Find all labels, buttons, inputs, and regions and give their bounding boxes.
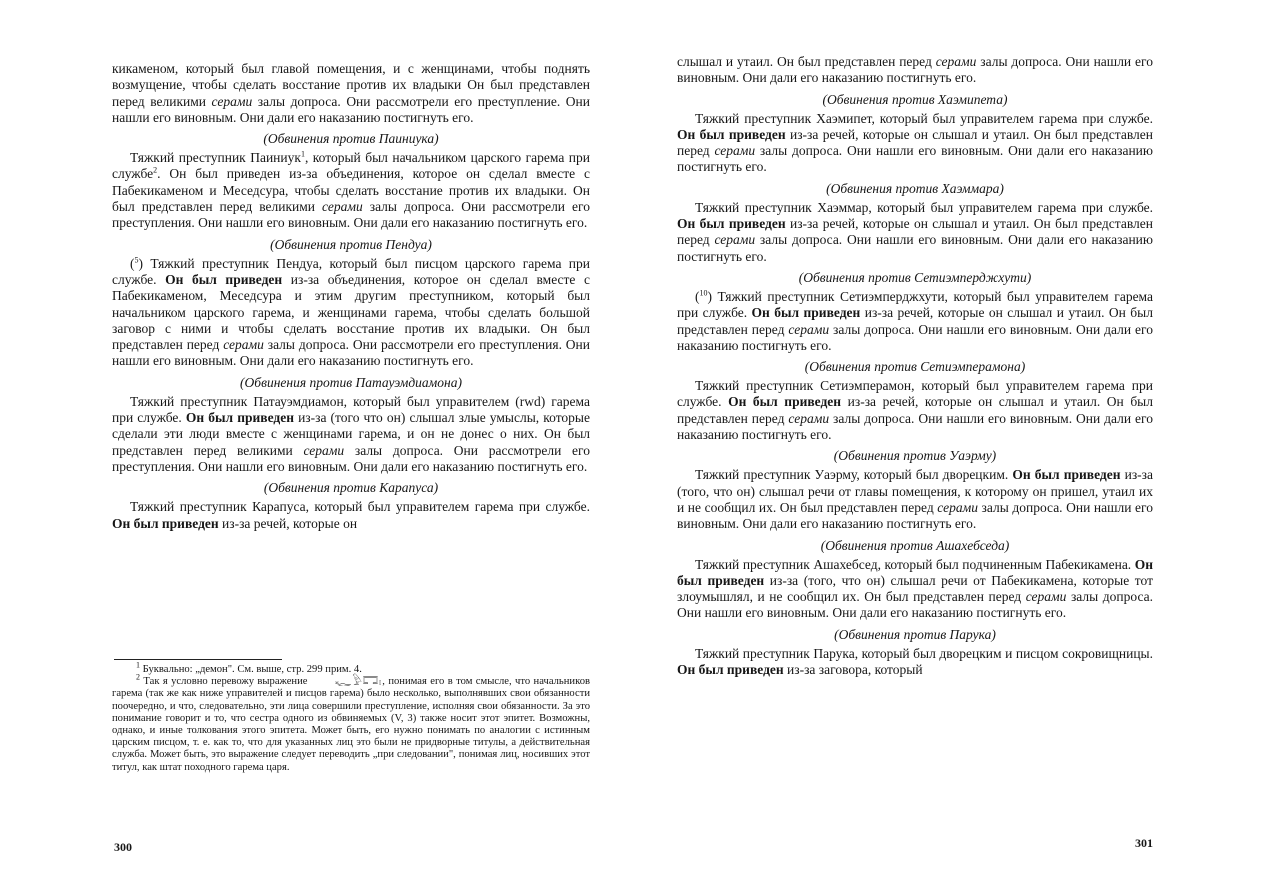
italic-term: серами <box>303 442 345 458</box>
bold-phrase: Он был приведен <box>1012 467 1121 483</box>
text-run: залы допроса. Они нашли его виновным. Они дали его наказанию постигнуть его. <box>677 143 1153 175</box>
italic-term: серами <box>211 93 253 109</box>
italic-term: серами <box>714 232 756 248</box>
note-reference: 2 <box>153 165 158 175</box>
text-run: залы допроса. Они нашли его виновным. Они дали его наказанию постигнуть его. <box>677 321 1153 353</box>
text-run: ( <box>695 288 700 304</box>
text-run: кикаменом, который был главой помещения, и с женщинами, чтобы поднять возмущение, чтобы сделать восстание против их владыки Он был представлен перед великими <box>112 61 590 109</box>
footnote-2-text: , понимая его в том смысле, что начальников гарема (так же как ниже управителей и писцов гарема) было несколько, выполнявших свои обязанности поочередно, и что, следовательно, эти лица совершили преступление, исполняя свои обязанности. За это понимание говорит и то, что сестра одного из обвиняемых (V, 3) также носит этот эпитет. Возможны, однако, и иные толкования этого эпитета. Может быть, его нужно понимать по аналогии с истинным царским писцом, т. е. как то, что для указанных лиц это были не придворные титулы, а действительная служба. Может быть, это выражение следует переводить „при следовании", понимая лиц, носивших этот титул, как штат походного гарема царя. <box>112 676 590 773</box>
body-paragraph <box>677 378 1153 443</box>
footnote-1-text: Буквально: „демон". См. выше, стр. 299 прим. 4. <box>142 664 362 675</box>
footnote-2-lead: Так я условно перевожу выражение <box>143 676 308 688</box>
body-paragraph <box>677 646 1153 679</box>
text-run: Тяжкий преступник Уаэрму, который был дворецким. <box>695 467 1013 483</box>
text-run: залы допроса. Они нашли его виновным. Они дали его наказанию постигнуть его. <box>677 410 1153 443</box>
bold-phrase: Он был приведен <box>112 515 219 531</box>
text-run: из-за речей, которые он <box>218 515 358 531</box>
text-run: Тяжкий преступник Карапуса, который был управителем гарема при службе. <box>130 499 590 515</box>
text-run: из-за (того что он) слышал злые умыслы, которые сделали эти люди вместе с женщинами гарема, и он не донес о них. Он был представлен перед великими <box>112 410 590 458</box>
italic-term: серами <box>937 499 978 515</box>
text-run: залы допроса. Они рассмотрели его преступления. Они нашли его виновным. Они дали его наказанию постигнуть его. <box>112 337 591 369</box>
section-heading: (Обвинения против Патауэмдиамона) <box>240 374 462 390</box>
footnote-1-marker: 1 <box>136 660 140 670</box>
body-paragraph <box>677 111 1153 176</box>
section-heading: (Обвинения против Уаэрму) <box>833 448 997 464</box>
text-run: из-за объединения, которое он сделал вместе с Пабекикаменом, Меседсура и этим другим преступником, который был начальником царского гарема, и женщинами гарема, чтобы сделать большой заговор с ними и чтобы сделать восстание против их владыки. Он был представлен перед <box>112 271 590 353</box>
section-heading: (Обвинения против Пендуа) <box>270 236 432 252</box>
body-paragraph <box>677 289 1153 354</box>
bold-phrase: Он был приведен <box>677 662 784 678</box>
section-heading: (Обвинения против Хаэмипета) <box>822 91 1008 107</box>
section-heading: (Обвинения против Паиниука) <box>263 131 439 147</box>
text-run: , который был начальником царского гарема при службе <box>112 150 591 182</box>
text-run: . Он был приведен из-за объединения, которое он сделал вместе с Пабекикаменом и Меседсура, чтобы сделать восстание против их владыки. Он был представлен перед великими <box>112 166 590 215</box>
italic-term: серами <box>1025 589 1067 605</box>
note-reference: 1 <box>300 149 305 159</box>
text-run: из-за (того, что он) слышал речи от главы помещения, к которому он пришел, утаил их и не сообщил их. Он был представлен перед <box>677 467 1153 515</box>
note-reference: 5 <box>134 255 139 265</box>
bold-phrase: Он был приведен <box>677 126 786 142</box>
body-paragraph <box>112 256 590 370</box>
text-run: из-за заговора, который <box>783 662 923 678</box>
body-paragraph <box>677 467 1153 532</box>
section-heading: (Обвинения против Сетиэмперджхути) <box>798 269 1032 285</box>
text-run: залы допроса. Они рассмотрели его преступления. Они нашли его виновным. Они дали его наказанию постигнуть его. <box>112 442 590 474</box>
footnote-2-marker: 2 <box>136 672 140 682</box>
italic-term: серами <box>322 199 363 215</box>
right-page-body <box>677 54 1153 678</box>
bold-phrase: Он был приведен <box>677 556 1153 588</box>
body-paragraph <box>677 557 1153 622</box>
page-number-left: 300 <box>114 840 132 854</box>
text-run: из-за (того, что он) слышал речи от Пабекикамена, которые тот злоумышлял, и не сообщил их. Он был представлен перед <box>677 572 1153 605</box>
bold-phrase: Он был приведен <box>751 305 861 321</box>
text-run: Тяжкий преступник Ашахебсед, который был подчиненным Пабекикамена. <box>695 556 1135 572</box>
section-heading: (Обвинения против Хаэммара) <box>826 180 1004 196</box>
note-reference: 10 <box>699 288 708 298</box>
italic-term: серами <box>714 143 756 159</box>
section-heading: (Обвинения против Ашахебседа) <box>820 537 1010 553</box>
text-run: ( <box>130 255 135 271</box>
text-run: залы допроса. Они рассмотрели его преступления. Они нашли его виновным. Они дали его наказанию постигнуть его. <box>112 199 590 231</box>
italic-term: серами <box>223 337 264 353</box>
body-paragraph <box>112 499 590 532</box>
section-heading: (Обвинения против Парука) <box>834 626 996 642</box>
text-run: залы допроса. Они нашли его виновным. Они дали его наказанию постигнуть его. <box>677 232 1153 264</box>
hieroglyph-icon: 𓆑𓅱𓉐𓏤 <box>334 676 383 689</box>
bold-phrase: Он был приведен <box>165 271 283 287</box>
text-run: Тяжкий преступник Паиниук <box>130 150 301 166</box>
text-run: Тяжкий преступник Хаэммар, который был управителем гарема при службе. <box>695 199 1153 215</box>
text-run: из-за речей, которые он слышал и утаил. Он был представлен перед <box>677 394 1153 426</box>
bold-phrase: Он был приведен <box>728 394 842 410</box>
text-run: Тяжкий преступник Сетиэмперамон, который был управителем гарема при службе. <box>677 378 1153 410</box>
text-run: слышал и утаил. Он был представлен перед <box>677 54 936 69</box>
text-run: залы допроса. Они нашли его виновным. Они дали его наказанию постигнуть его. <box>677 589 1153 621</box>
section-heading: (Обвинения против Сетиэмперамона) <box>804 359 1026 375</box>
italic-term: серами <box>788 321 830 337</box>
text-run: Тяжкий преступник Хаэмипет, который был управителем гарема при службе. <box>695 110 1153 126</box>
text-run: ) Тяжкий преступник Пендуа, который был писцом царского гарема при службе. <box>112 255 590 287</box>
text-run: Тяжкий преступник Патауэмдиамон, который был управителем (rwd) гарема при службе. <box>112 393 590 426</box>
text-run: залы допроса. Они нашли его виновным. Они дали его наказанию постигнуть его. <box>677 499 1153 532</box>
text-run: ) Тяжкий преступник Сетиэмперджхути, который был управителем гарема при службе. <box>677 288 1153 321</box>
body-paragraph <box>112 150 590 231</box>
text-run: залы допроса. Они нашли его виновным. Они дали его наказанию постигнуть его. <box>677 54 1153 86</box>
body-paragraph <box>112 394 590 475</box>
italic-term: серами <box>788 410 830 426</box>
italic-term: серами <box>935 54 977 69</box>
left-page-body <box>112 61 590 532</box>
page-number-right: 301 <box>1135 836 1153 850</box>
right-page <box>677 0 1153 893</box>
footnote-1 <box>112 660 590 676</box>
body-paragraph <box>677 200 1153 265</box>
text-run: залы допроса. Они рассмотрели его преступление. Они нашли его виновным. Они дали его наказанию постигнуть его. <box>112 93 590 125</box>
footnotes <box>112 660 590 774</box>
continuation-paragraph <box>677 54 1153 87</box>
section-heading: (Обвинения против Карапуса) <box>263 480 439 496</box>
continuation-paragraph <box>112 61 590 126</box>
text-run: из-за речей, которые он слышал и утаил. Он был представлен перед <box>677 305 1153 337</box>
left-page <box>112 0 590 893</box>
bold-phrase: Он был приведен <box>185 410 294 426</box>
text-run: из-за речей, которые он слышал и утаил. Он был представлен перед <box>677 216 1153 248</box>
footnote-2 <box>112 672 590 774</box>
text-run: из-за речей, которые он слышал и утаил. Он был представлен перед <box>677 126 1153 159</box>
text-run: Тяжкий преступник Парука, который был дворецким и писцом сокровищницы. <box>695 645 1153 661</box>
bold-phrase: Он был приведен <box>677 216 786 232</box>
